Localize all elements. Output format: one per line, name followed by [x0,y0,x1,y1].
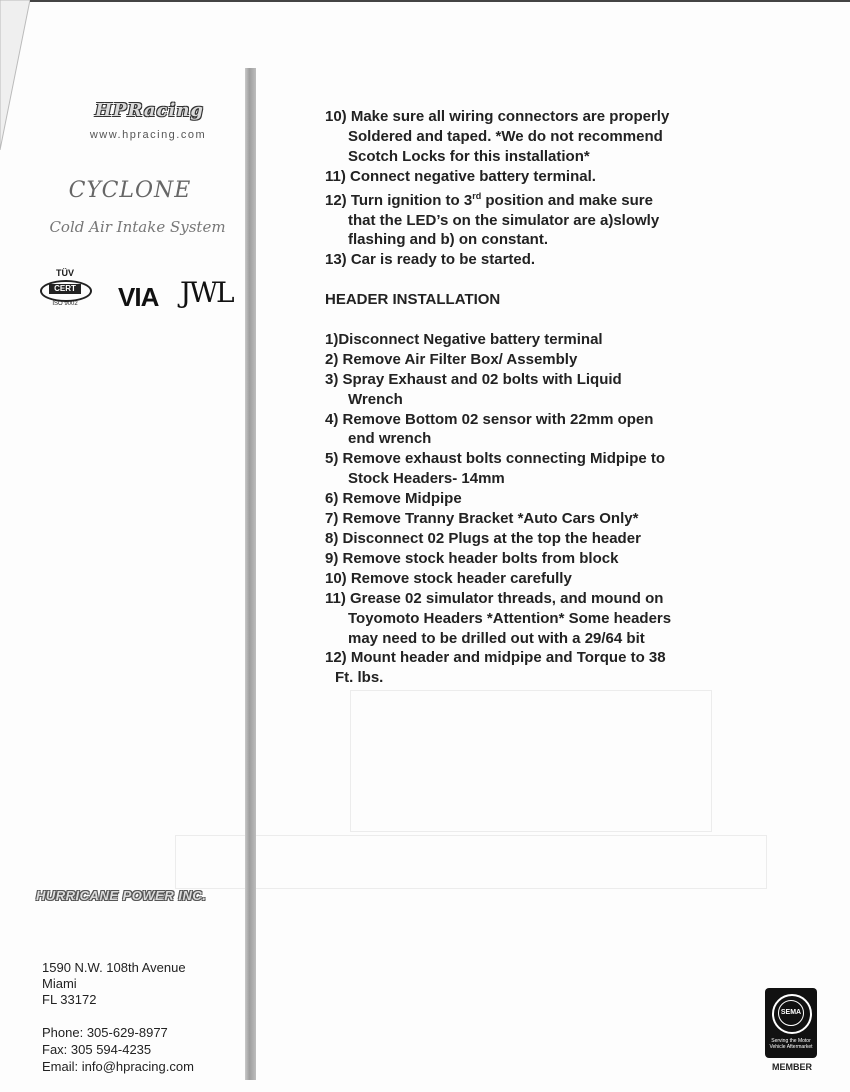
tuv-cert-logo [36,268,94,318]
cert-label: CERT [49,284,81,294]
instruction-line: may need to be drilled out with a 29/64 bit [348,629,645,647]
blank-line [325,270,825,290]
instruction-line: 12) Turn ignition to 3rd position and make sure [325,190,653,209]
tuv-label: TÜV [56,268,74,278]
iso-label: ISO 9002 [52,301,78,307]
product-name: CYCLONE [68,178,192,203]
sema-member-label: MEMBER [772,1062,812,1072]
instruction-line: Scotch Locks for this installation* [348,147,590,165]
instruction-line: Soldered and taped. *We do not recommend [348,127,663,145]
bleed-through-box [175,835,767,889]
section-heading: HEADER INSTALLATION [325,291,501,309]
instruction-line: Stock Headers- 14mm [348,470,505,488]
instruction-line: 3) Spray Exhaust and 02 bolts with Liquid [325,370,622,388]
sema-badge-text: SEMA [778,1000,804,1026]
product-subtitle: Cold Air Intake System [49,218,226,236]
instruction-list [325,107,825,688]
hpracing-logo: HPRacing [94,100,205,121]
phone-line: Phone: 305-629-8977 [42,1025,168,1040]
instruction-line: that the LED’s on the simulator are a)slowly [348,211,660,229]
instruction-line: 10) Remove stock header carefully [325,569,572,587]
website-url: www.hpracing.com [89,129,207,141]
instruction-line: 6) Remove Midpipe [325,490,462,508]
bleed-through-box [350,690,712,832]
address-line: FL 33172 [42,992,97,1007]
address-line: Miami [42,976,77,991]
sema-subtitle: Serving the Motor Vehicle Aftermarket [769,1038,813,1050]
jwl-logo: JWL [180,276,233,309]
instruction-line: 9) Remove stock header bolts from block [325,549,619,567]
vertical-divider [245,68,256,1080]
instruction-line: 8) Disconnect 02 Plugs at the top the header [325,530,641,547]
instruction-line: 2) Remove Air Filter Box/ Assembly [325,350,578,368]
instruction-line: 5) Remove exhaust bolts connecting Midpipe to [325,450,666,468]
instruction-line: 12) Mount header and midpipe and Torque to 38 [325,649,666,667]
address-line: 1590 N.W. 108th Avenue [42,960,186,975]
instruction-line: 4) Remove Bottom 02 sensor with 22mm open [325,410,654,428]
instruction-line: 11) Connect negative battery terminal. [325,167,596,185]
fax-line: Fax: 305 594-4235 [42,1042,152,1057]
company-name: HURRICANE POWER INC. [36,888,207,903]
instruction-line: flashing and b) on constant. [348,231,548,249]
instruction-line: 7) Remove Tranny Bracket *Auto Cars Only* [325,510,639,528]
instruction-line: end wrench [348,430,432,448]
instruction-line: 10) Make sure all wiring connectors are properly [325,108,670,125]
instruction-line: Wrench [348,390,403,408]
scan-edge-line [30,0,850,2]
instruction-line: Ft. lbs. [335,669,384,687]
instruction-line: 1)Disconnect Negative battery terminal [325,330,603,348]
email-line: Email: info@hpracing.com [42,1059,194,1074]
page-fold-corner [0,0,42,150]
sema-logo [765,988,817,1060]
instruction-line: 13) Car is ready to be started. [325,251,536,269]
via-logo: VIA [118,282,159,312]
instruction-line: Toyomoto Headers *Attention* Some headers [348,609,672,627]
instruction-line: 11) Grease 02 simulator threads, and mound on [325,589,664,607]
blank-line [325,310,825,330]
